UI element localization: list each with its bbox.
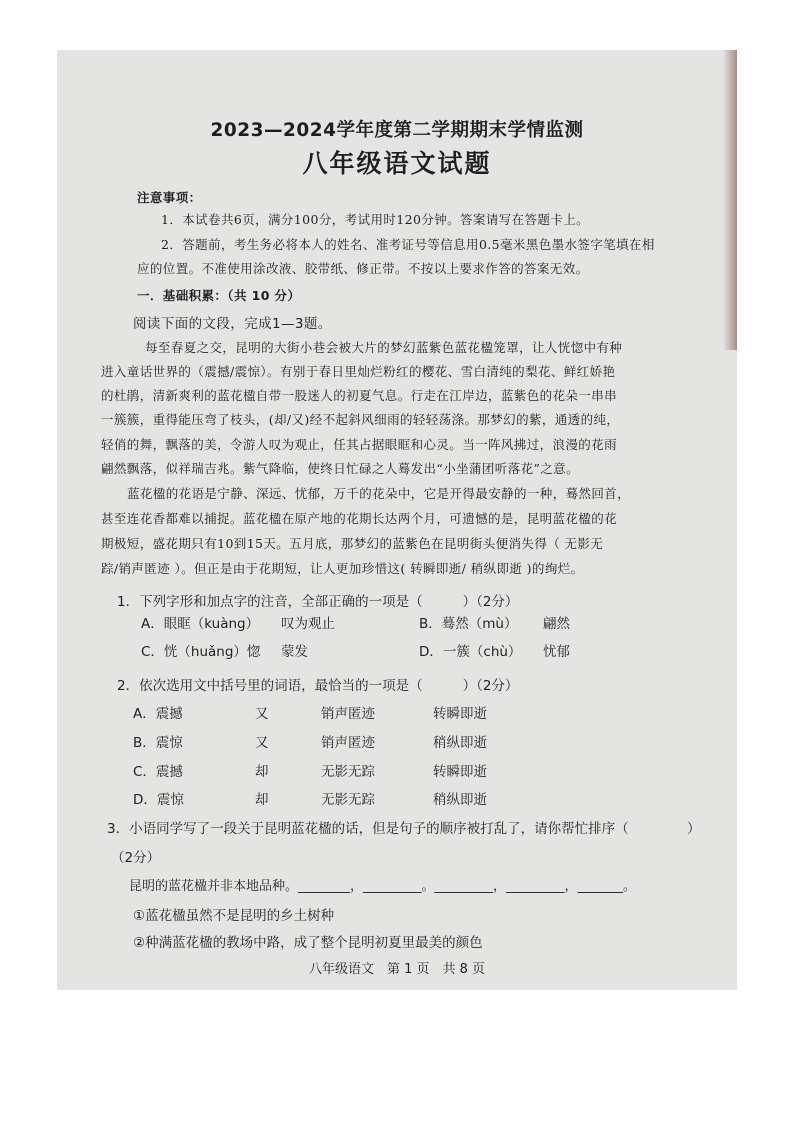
question-1 — [117, 590, 717, 610]
question-3-option-2: ②种满蓝花楹的教场中路，成了整个昆明初夏里最美的颜色 — [133, 935, 483, 951]
q2-option-col4: 转瞬即逝 — [433, 706, 487, 722]
q2-option-col2: 却 — [255, 792, 269, 808]
section-heading: 一．基础积累：（共 10 分） — [137, 288, 301, 303]
question-3-score: （2分） — [111, 850, 161, 866]
question-3 — [107, 817, 707, 837]
q2-option-col3: 销声匿迹 — [321, 706, 375, 722]
question-2 — [117, 674, 717, 694]
question-3-option-1: ①蓝花楹虽然不是昆明的乡土树种 — [133, 908, 335, 924]
q2-option-col4: 稍纵即逝 — [433, 735, 487, 751]
q1-option-d-part2: 忧郁 — [543, 644, 570, 660]
q2-option-col3: 销声匿迹 — [321, 735, 375, 751]
q2-option-col1: A．震撼 — [133, 706, 183, 722]
question-3-sentence[interactable]: 昆明的蓝花楹并非本地品种。________，_________。_________，_________，_______。 — [129, 879, 637, 894]
notice-heading: 注意事项： — [137, 190, 202, 205]
q2-option-col1: B．震惊 — [133, 735, 183, 751]
passage-line: 的杜鹃，清新爽利的蓝花楹自带一股迷人的初夏气息。行走在江岸边，蓝紫色的花朵一串串 — [101, 388, 618, 403]
passage-line: 一簇簇，重得能压弯了枝头，(却/又)经不起斜风细雨的轻轻荡涤。那梦幻的紫，通透的纯， — [101, 412, 620, 427]
q2-option-col1: D．震惊 — [133, 792, 184, 808]
q2-option-col3: 无影无踪 — [321, 764, 375, 780]
page-footer: 八年级语文 第 1 页 共 8 页 — [308, 962, 486, 977]
q2-option-col2: 又 — [255, 735, 269, 751]
question-2-score: ）（2分） — [462, 678, 519, 694]
passage-line: 甚至连花香都难以捕捉。蓝花楹在原产地的花期长达两个月，可遗憾的是，昆明蓝花楹的花 — [101, 511, 618, 526]
exam-title: 2023—2024学年度第二学期期末学情监测 — [210, 120, 584, 141]
passage-line: 期极短，盛花期只有10到15天。五月底，那梦幻的蓝紫色在昆明街头便消失得（ 无影无 — [101, 536, 604, 551]
q1-option-a-part1: A．眼眶（kuàng） — [141, 616, 260, 632]
q2-option-col4: 转瞬即逝 — [433, 764, 487, 780]
q2-option-col3: 无影无踪 — [321, 792, 375, 808]
passage-line: 踪/销声匿迹 ）。但正是由于花期短，让人更加珍惜这( 转瞬即逝/ 稍纵即逝 )的绚烂。 — [101, 561, 584, 576]
q1-option-d-part1: D．一簇（chù） — [419, 644, 522, 660]
q2-option-col2: 却 — [255, 764, 269, 780]
question-3-paren-end: ） — [687, 821, 701, 837]
q2-option-col2: 又 — [255, 706, 269, 722]
q1-option-a-part2: 叹为观止 — [281, 616, 335, 632]
notice-item-2b: 应的位置。不准使用涂改液、胶带纸、修正带。不按以上要求作答的答案无效。 — [137, 261, 589, 276]
q1-option-c-part2: 蒙发 — [281, 644, 308, 660]
exam-subtitle: 八年级语文试题 — [302, 149, 492, 178]
page-edge-shadow — [723, 50, 737, 350]
notice-item-2a: 2．答题前，考生务必将本人的姓名、准考证号等信息用0.5毫米黑色墨水签字笔填在相 — [161, 237, 655, 252]
q2-option-col4: 稍纵即逝 — [433, 792, 487, 808]
question-3-stem: 3．小语同学写了一段关于昆明蓝花楹的话，但是句子的顺序被打乱了，请你帮忙排序（ — [107, 821, 629, 837]
q1-option-b-part2: 翩然 — [543, 616, 570, 632]
q1-option-b-part1: B．蓦然（mù） — [419, 616, 518, 632]
passage-line: 进入童话世界的（震撼/震惊）。有别于春日里灿烂粉红的樱花、雪白清纯的梨花、鲜红娇艳 — [101, 364, 616, 379]
passage-line: 翩然飘落，似祥瑞吉兆。紫气降临，使终日忙碌之人蓦发出“小坐蒲团听落花”之意。 — [101, 461, 579, 476]
question-1-score: ）（2分） — [462, 594, 519, 610]
exam-sheet — [57, 50, 737, 990]
question-1-stem: 1．下列字形和加点字的注音，全部正确的一项是（ — [117, 594, 423, 610]
passage-line: 蓝花楹的花语是宁静、深远、忧郁，万千的花朵中，它是开得最安静的一种，蓦然回首， — [127, 486, 631, 501]
q1-option-c-part1: C．恍（huǎng）惚 — [141, 644, 261, 660]
notice-item-1: 1．本试卷共6页，满分100分，考试用时120分钟。答案请写在答题卡上。 — [161, 212, 590, 227]
section-instruction: 阅读下面的文段，完成1—3题。 — [133, 316, 332, 332]
question-2-stem: 2．依次选用文中括号里的词语，最恰当的一项是（ — [117, 678, 423, 694]
q2-option-col1: C．震撼 — [133, 764, 183, 780]
passage-line: 每至春夏之交，昆明的大街小巷会被大片的梦幻蓝紫色蓝花楹笼罩，让人恍惚中有种 — [145, 340, 623, 355]
passage-line: 轻俏的舞，飘落的美，令游人叹为观止，任其占据眼眶和心灵。当一阵风拂过，浪漫的花雨 — [101, 437, 618, 452]
